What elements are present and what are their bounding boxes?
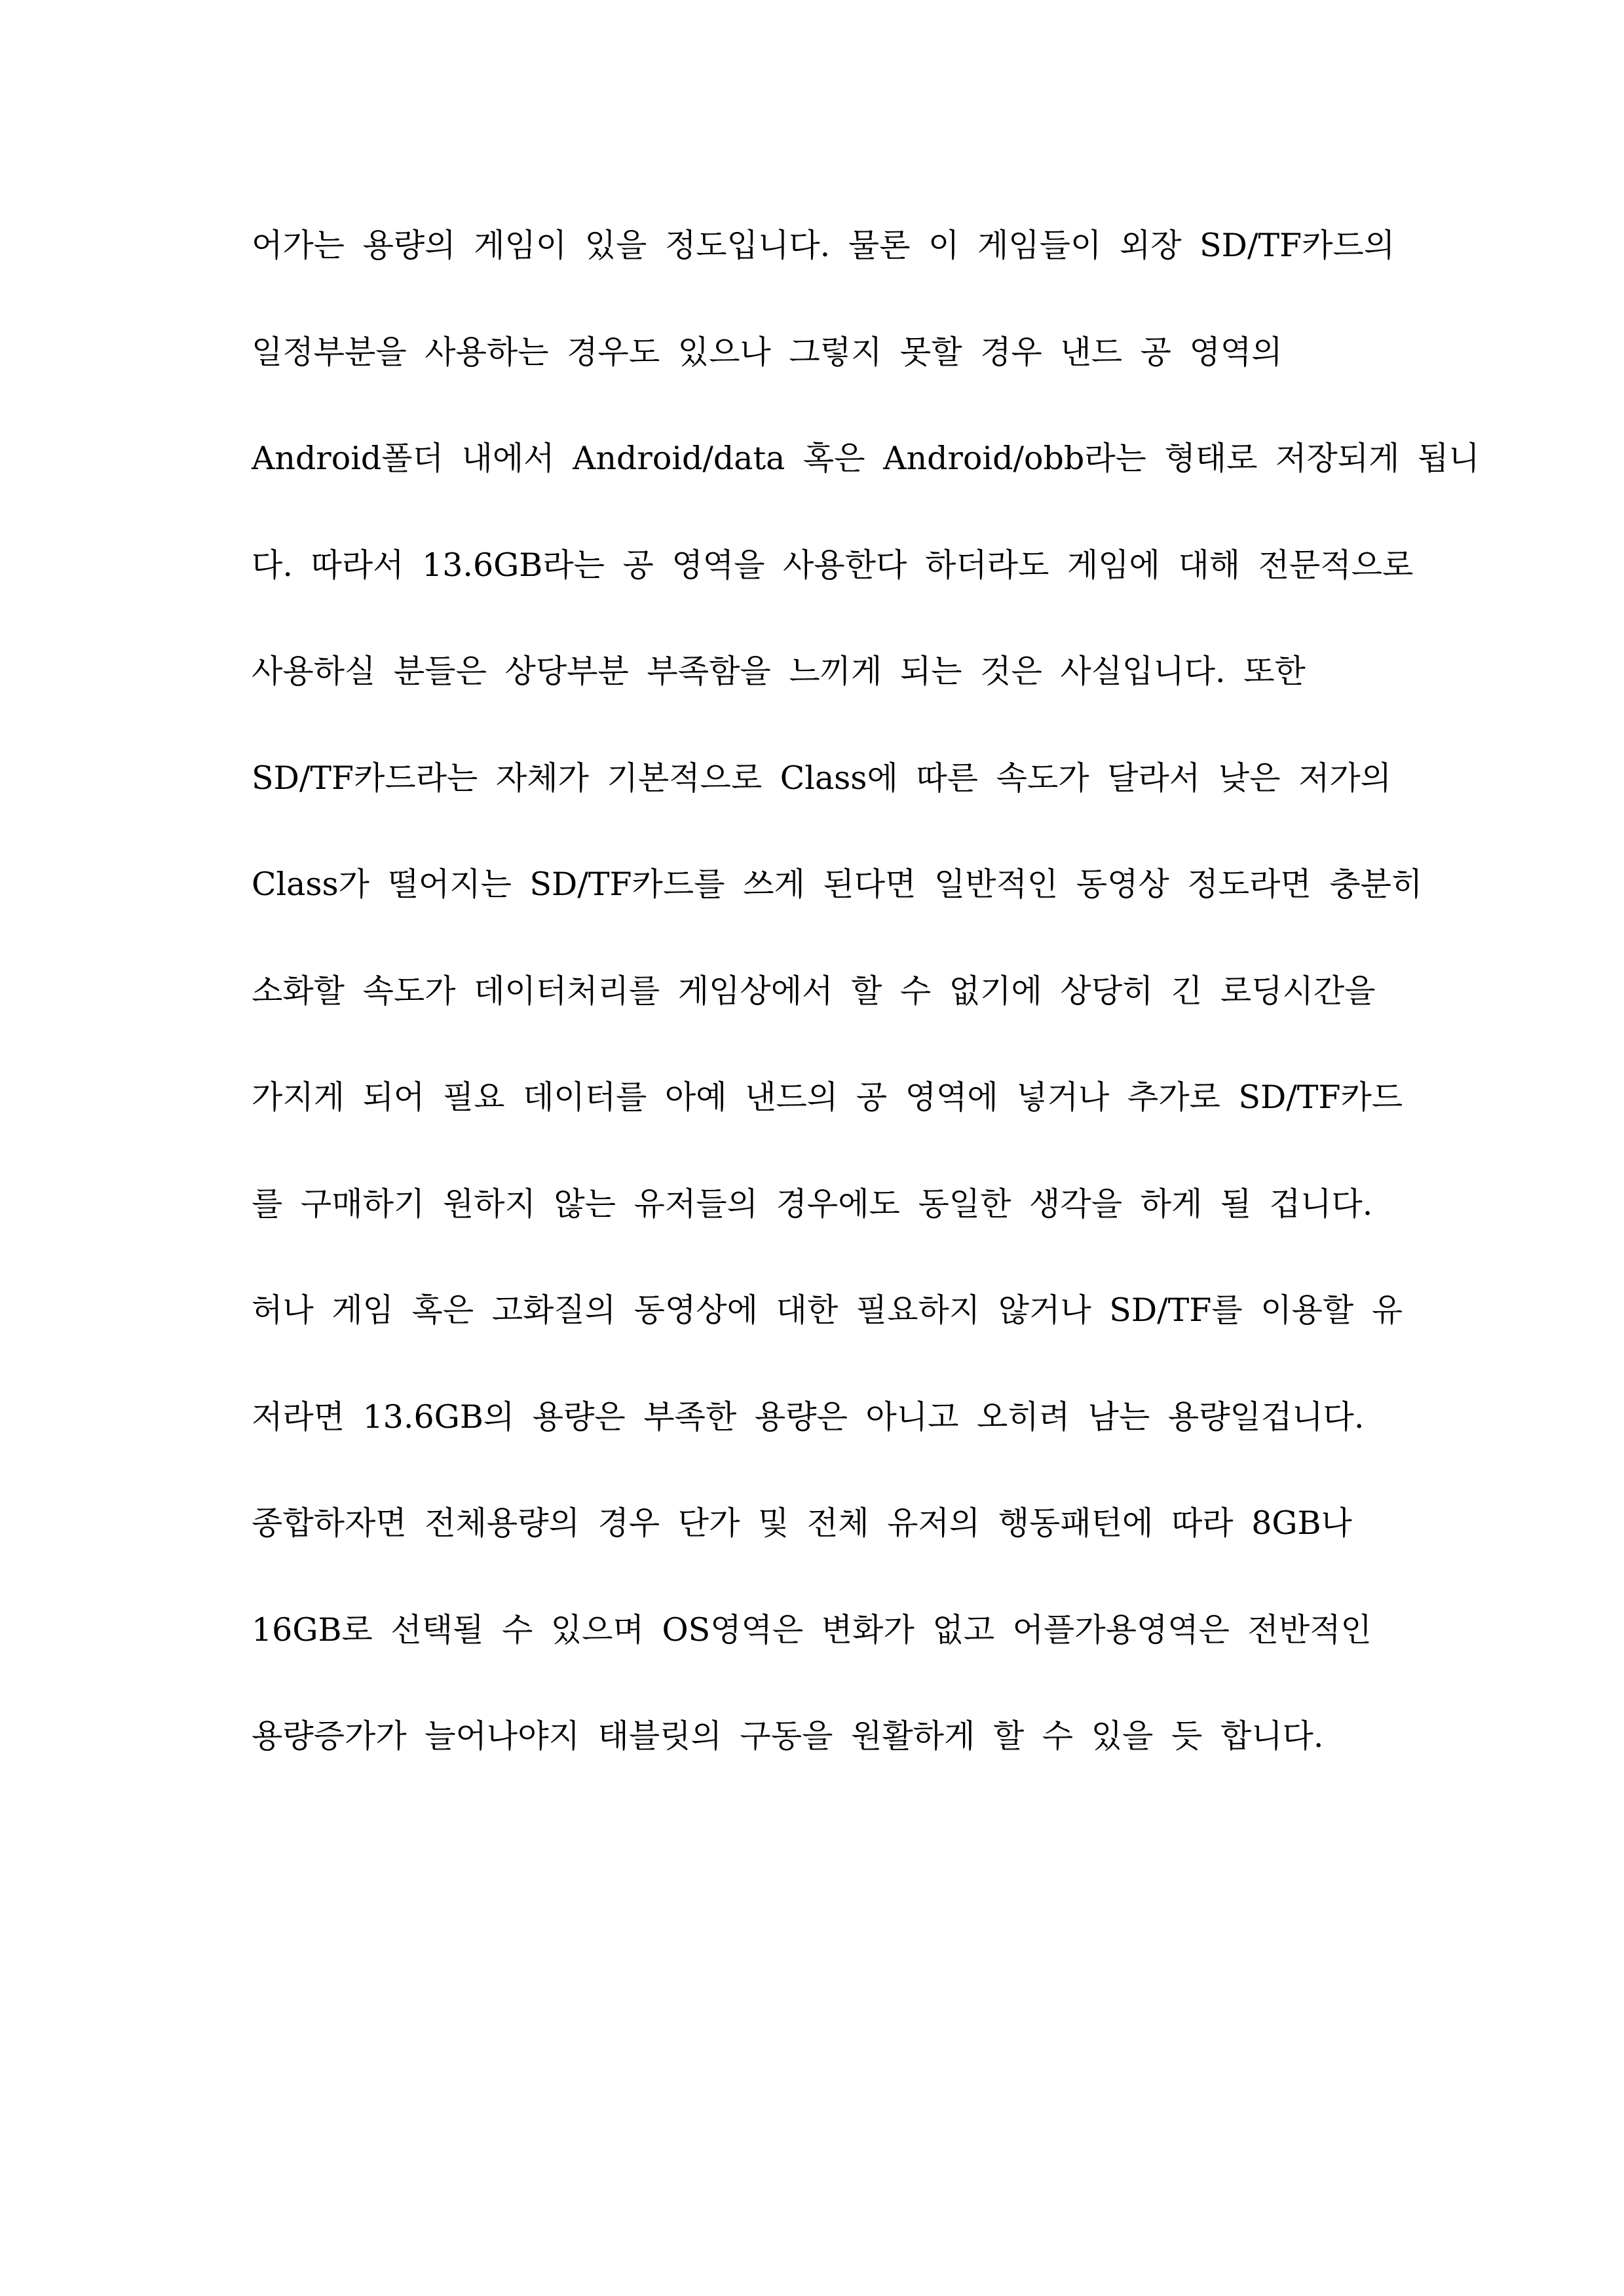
text-line: Class가 떨어지는 SD/TF카드를 쓰게 된다면 일반적인 동영상 정도라면 충분히 (252, 866, 1423, 903)
text-line: 용량증가가 늘어나야지 태블릿의 구동을 원활하게 할 수 있을 듯 합니다. (252, 1717, 1324, 1755)
text-line: 어가는 용량의 게임이 있을 정도입니다. 물론 이 게임들이 외장 SD/TF카드의 (252, 227, 1395, 264)
text-line: 저라면 13.6GB의 용량은 부족한 용량은 아니고 오히려 남는 용량일겁니다. (252, 1398, 1365, 1436)
text-line: 소화할 속도가 데이터처리를 게임상에서 할 수 없기에 상당히 긴 로딩시간을 (252, 972, 1376, 1010)
text-line: 사용하실 분들은 상당부분 부족함을 느끼게 되는 것은 사실입니다. 또한 (252, 653, 1306, 690)
text-line: 일정부분을 사용하는 경우도 있으나 그렇지 못할 경우 낸드 공 영역의 (252, 333, 1283, 371)
text-line: 다. 따라서 13.6GB라는 공 영역을 사용한다 하더라도 게임에 대해 전문적으로 (252, 546, 1414, 584)
body-text (252, 216, 1480, 1814)
text-line: 종합하자면 전체용량의 경우 단가 및 전체 유저의 행동패턴에 따라 8GB나 (252, 1504, 1352, 1542)
text-line: SD/TF카드라는 자체가 기본적으로 Class에 따른 속도가 달라서 낮은 저가의 (252, 759, 1392, 797)
text-line: 가지게 되어 필요 데이터를 아예 낸드의 공 영역에 넣거나 추가로 SD/TF카드 (252, 1079, 1403, 1116)
text-line: 를 구매하기 원하지 않는 유저들의 경우에도 동일한 생각을 하게 될 겁니다. (252, 1185, 1373, 1223)
text-line: Android폴더 내에서 Android/data 혹은 Android/obb라는 형태로 저장되게 됩니 (252, 440, 1480, 477)
text-line: 16GB로 선택될 수 있으며 OS영역은 변화가 없고 어플가용영역은 전반적인 (252, 1611, 1372, 1649)
text-line: 허나 게임 혹은 고화질의 동영상에 대한 필요하지 않거나 SD/TF를 이용할 유 (252, 1292, 1403, 1329)
